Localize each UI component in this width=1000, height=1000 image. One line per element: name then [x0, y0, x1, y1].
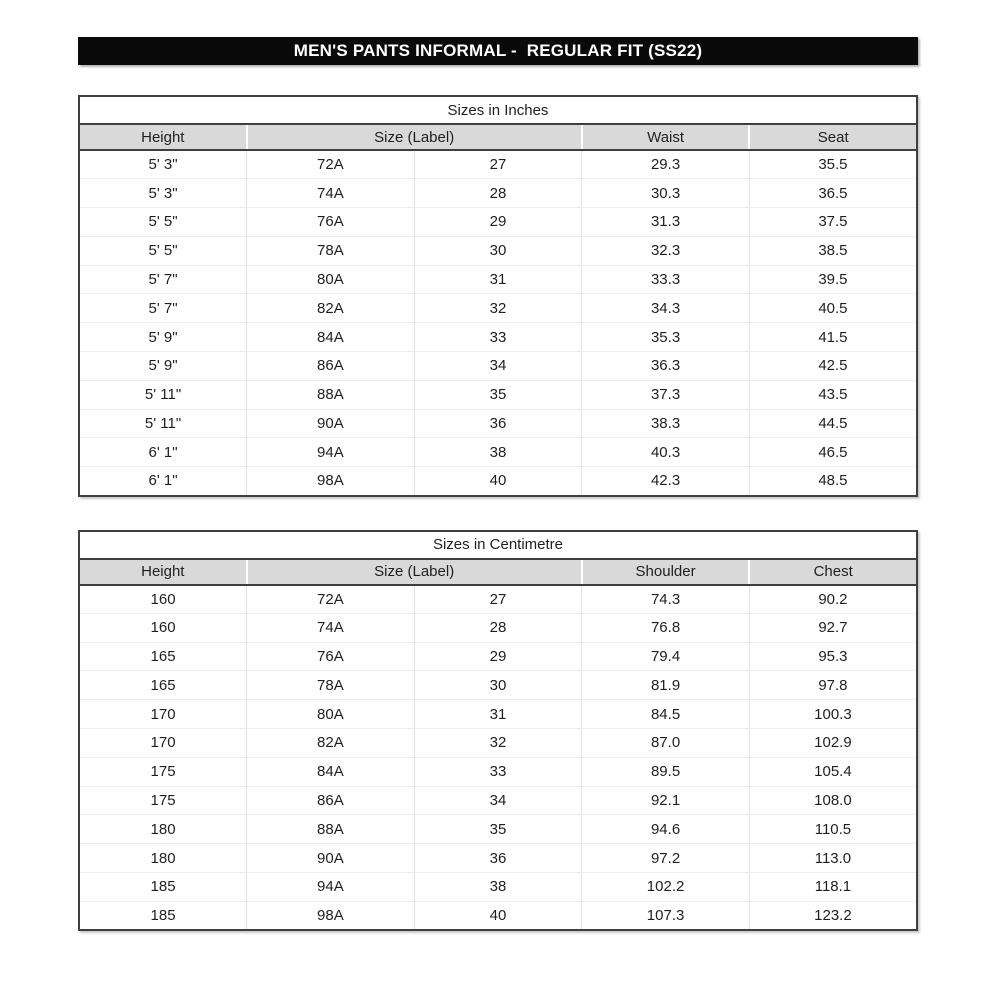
- table-cell: 82A: [247, 729, 415, 758]
- table-cell: 34.3: [582, 294, 750, 323]
- table-cell: 5' 3": [79, 150, 247, 179]
- table-cell: 90.2: [749, 585, 917, 614]
- table-cell: 31: [414, 265, 582, 294]
- table-cell: 35.3: [582, 323, 750, 352]
- table-cell: 94A: [247, 438, 415, 467]
- table-cell: 30: [414, 236, 582, 265]
- table-cell: 33.3: [582, 265, 750, 294]
- table-cell: 28: [414, 179, 582, 208]
- table-row: [79, 844, 917, 873]
- table-cell: 94A: [247, 873, 415, 902]
- table-row: [79, 236, 917, 265]
- table-cell: 84.5: [582, 700, 750, 729]
- table-cell: 5' 11": [79, 409, 247, 438]
- table-cell: 34: [414, 352, 582, 381]
- table-row: [79, 352, 917, 381]
- table-cell: 42.5: [749, 352, 917, 381]
- table-cell: 42.3: [582, 467, 750, 496]
- table-cell: 30: [414, 671, 582, 700]
- table-cell: 40.5: [749, 294, 917, 323]
- table-cell: 185: [79, 901, 247, 930]
- table-cell: 33: [414, 757, 582, 786]
- table-cell: 175: [79, 786, 247, 815]
- column-header-waist: Waist: [582, 124, 750, 150]
- table-cell: 27: [414, 585, 582, 614]
- size-table-inches: [78, 95, 918, 497]
- table-cell: 28: [414, 613, 582, 642]
- table-cell: 35: [414, 380, 582, 409]
- table-cell: 37.5: [749, 208, 917, 237]
- table-cell: 38: [414, 438, 582, 467]
- table-cell: 76A: [247, 642, 415, 671]
- table-row: [79, 642, 917, 671]
- table-cell: 87.0: [582, 729, 750, 758]
- table-row: [79, 613, 917, 642]
- table-cell: 6' 1": [79, 467, 247, 496]
- table-cell: 40: [414, 467, 582, 496]
- table-cell: 76A: [247, 208, 415, 237]
- table-cell: 40: [414, 901, 582, 930]
- title-banner-text: MEN'S PANTS INFORMAL - REGULAR FIT (SS22): [293, 41, 703, 60]
- table-cell: 35.5: [749, 150, 917, 179]
- table-cell: 80A: [247, 700, 415, 729]
- table-cell: 46.5: [749, 438, 917, 467]
- table-row: [79, 179, 917, 208]
- table-cell: 88A: [247, 380, 415, 409]
- table-cell: 5' 9": [79, 352, 247, 381]
- table-cell: 98A: [247, 467, 415, 496]
- table-cell: 113.0: [749, 844, 917, 873]
- table-cell: 78A: [247, 671, 415, 700]
- table-cell: 34: [414, 786, 582, 815]
- table-cell: 123.2: [749, 901, 917, 930]
- column-header-shoulder: Shoulder: [582, 559, 750, 585]
- table-row: [79, 467, 917, 496]
- table-cell: 84A: [247, 757, 415, 786]
- table-row: [79, 294, 917, 323]
- table-row: [79, 901, 917, 930]
- table-cell: 5' 7": [79, 294, 247, 323]
- table-cell: 36.3: [582, 352, 750, 381]
- table-cell: 5' 7": [79, 265, 247, 294]
- column-header-chest: Chest: [749, 559, 917, 585]
- table-cell: 38.5: [749, 236, 917, 265]
- table-cell: 37.3: [582, 380, 750, 409]
- table-cell: 36: [414, 409, 582, 438]
- table-cell: 180: [79, 815, 247, 844]
- table-cell: 185: [79, 873, 247, 902]
- table-row: [79, 150, 917, 179]
- table-row: [79, 757, 917, 786]
- table-cell: 31.3: [582, 208, 750, 237]
- table-cell: 79.4: [582, 642, 750, 671]
- table-cell: 105.4: [749, 757, 917, 786]
- table-cell: 29.3: [582, 150, 750, 179]
- table-row: [79, 438, 917, 467]
- table-row: [79, 208, 917, 237]
- table-row: [79, 265, 917, 294]
- table-cell: 72A: [247, 150, 415, 179]
- table-cell: 5' 11": [79, 380, 247, 409]
- table-cell: 86A: [247, 352, 415, 381]
- table-cell: 92.7: [749, 613, 917, 642]
- table-cell: 29: [414, 642, 582, 671]
- table-cell: 84A: [247, 323, 415, 352]
- table-cell: 98A: [247, 901, 415, 930]
- table-cell: 160: [79, 585, 247, 614]
- table-cell: 88A: [247, 815, 415, 844]
- table-cell: 40.3: [582, 438, 750, 467]
- table-row: [79, 671, 917, 700]
- table-cell: 118.1: [749, 873, 917, 902]
- table-cell: 36.5: [749, 179, 917, 208]
- table-row: [79, 380, 917, 409]
- table-cell: 100.3: [749, 700, 917, 729]
- table-body-centimetre: [79, 585, 917, 931]
- table-cell: 32: [414, 729, 582, 758]
- table-cell: 102.2: [582, 873, 750, 902]
- table-cell: 94.6: [582, 815, 750, 844]
- table-row: [79, 786, 917, 815]
- table-cell: 90A: [247, 409, 415, 438]
- table-cell: 43.5: [749, 380, 917, 409]
- table-cell: 97.2: [582, 844, 750, 873]
- title-banner: [78, 37, 918, 65]
- table-row: [79, 409, 917, 438]
- table-cell: 81.9: [582, 671, 750, 700]
- table-cell: 72A: [247, 585, 415, 614]
- table-cell: 107.3: [582, 901, 750, 930]
- table-cell: 44.5: [749, 409, 917, 438]
- table-cell: 5' 3": [79, 179, 247, 208]
- table-body-inches: [79, 150, 917, 496]
- table-title-row: [79, 96, 917, 124]
- table-cell: 170: [79, 700, 247, 729]
- table-title: Sizes in Inches: [79, 96, 917, 124]
- table-cell: 89.5: [582, 757, 750, 786]
- table-cell: 35: [414, 815, 582, 844]
- column-header-height: Height: [79, 559, 247, 585]
- table-row: [79, 585, 917, 614]
- table-cell: 86A: [247, 786, 415, 815]
- table-title: Sizes in Centimetre: [79, 531, 917, 559]
- table-cell: 5' 5": [79, 208, 247, 237]
- table-cell: 38: [414, 873, 582, 902]
- table-cell: 165: [79, 642, 247, 671]
- table-cell: 6' 1": [79, 438, 247, 467]
- column-header-size-label: Size (Label): [247, 559, 582, 585]
- table-cell: 170: [79, 729, 247, 758]
- table-cell: 5' 5": [79, 236, 247, 265]
- table-cell: 33: [414, 323, 582, 352]
- table-header-row: [79, 559, 917, 585]
- table-cell: 74A: [247, 179, 415, 208]
- table-cell: 48.5: [749, 467, 917, 496]
- table-header-row: [79, 124, 917, 150]
- table-cell: 38.3: [582, 409, 750, 438]
- table-cell: 90A: [247, 844, 415, 873]
- table-cell: 76.8: [582, 613, 750, 642]
- table-cell: 29: [414, 208, 582, 237]
- table-cell: 82A: [247, 294, 415, 323]
- table-cell: 92.1: [582, 786, 750, 815]
- table-cell: 97.8: [749, 671, 917, 700]
- table-row: [79, 729, 917, 758]
- table-cell: 180: [79, 844, 247, 873]
- table-cell: 110.5: [749, 815, 917, 844]
- table-cell: 32.3: [582, 236, 750, 265]
- table-row: [79, 815, 917, 844]
- table-title-row: [79, 531, 917, 559]
- table-cell: 41.5: [749, 323, 917, 352]
- table-cell: 102.9: [749, 729, 917, 758]
- table-cell: 165: [79, 671, 247, 700]
- column-header-size-label: Size (Label): [247, 124, 582, 150]
- table-cell: 36: [414, 844, 582, 873]
- table-cell: 80A: [247, 265, 415, 294]
- table-cell: 175: [79, 757, 247, 786]
- column-header-seat: Seat: [749, 124, 917, 150]
- column-header-height: Height: [79, 124, 247, 150]
- table-cell: 31: [414, 700, 582, 729]
- table-cell: 160: [79, 613, 247, 642]
- table-cell: 27: [414, 150, 582, 179]
- table-row: [79, 873, 917, 902]
- table-cell: 39.5: [749, 265, 917, 294]
- table-cell: 108.0: [749, 786, 917, 815]
- size-table-centimetre: [78, 530, 918, 932]
- table-cell: 30.3: [582, 179, 750, 208]
- table-cell: 74A: [247, 613, 415, 642]
- table-cell: 5' 9": [79, 323, 247, 352]
- table-row: [79, 700, 917, 729]
- table-row: [79, 323, 917, 352]
- table-cell: 95.3: [749, 642, 917, 671]
- table-cell: 32: [414, 294, 582, 323]
- table-cell: 74.3: [582, 585, 750, 614]
- table-cell: 78A: [247, 236, 415, 265]
